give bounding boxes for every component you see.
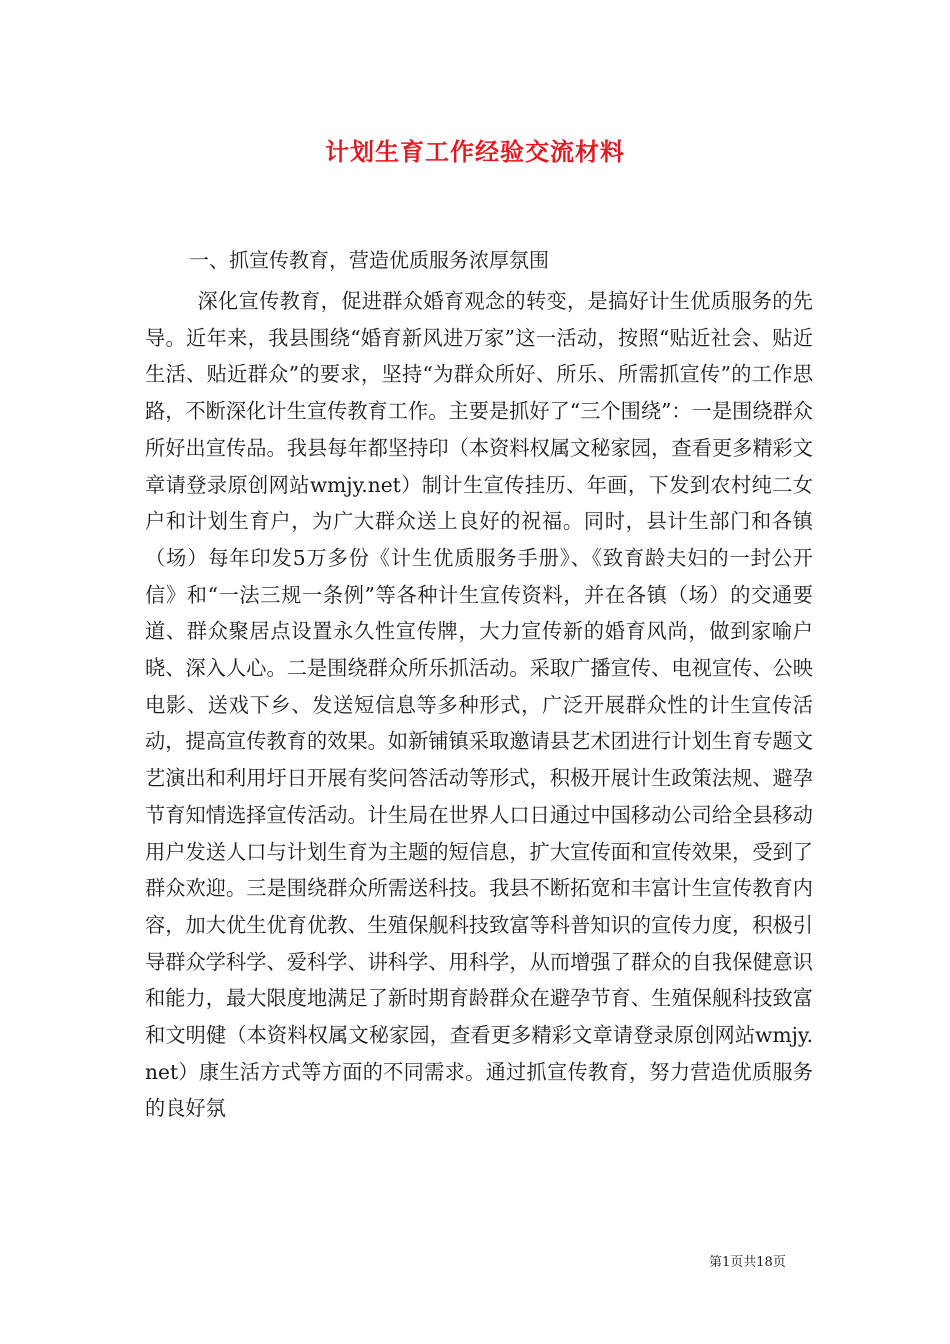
document-title: 计划生育工作经验交流材料 [325,137,625,166]
page-number: 第1页共18页 [709,1255,786,1270]
body-paragraph: 深化宣传教育，促进群众婚育观念的转变，是搞好计生优质服务的先导。近年来，我县围绕“婚育新风进万家”这一活动，按照“贴近社会、贴近生活、贴近群众”的要求，坚持“为群众所好、所乐、所需抓宣传”的工作思路，不断深化计生宣传教育工作。主要是抓好了“三个围绕”：一是围绕群众所好出宣传品。我县每年都坚持印（本资料权属文秘家园，查看更多精彩文章请登录原创网站wmjy.net）制计生宣传挂历、年画，下发到农村纯二女户和计划生育户，为广大群众送上良好的祝福。同时，县计生部门和各镇（场）每年印发5万多份《计生优质服务手册》、《致育龄夫妇的一封公开信》和“一法三规一条例”等各种计生宣传资料，并在各镇（场）的交通要道、群众聚居点设置永久性宣传牌，大力宣传新的婚育风尚，做到家喻户晓、深入人心。二是围绕群众所乐抓活动。采取广播宣传、电视宣传、公映电影、送戏下乡、发送短信息等多种形式，广泛开展群众性的计生宣传活动，提高宣传教育的效果。如新铺镇采取邀请县艺术团进行计划生育专题文艺演出和利用圩日开展有奖问答活动等形式，积极开展计生政策法规、避孕节育知情选择宣传活动。计生局在世界人口日通过中国移动公司给全县移动用户发送人口与计划生育为主题的短信息，扩大宣传面和宣传效果，受到了群众欢迎。三是围绕群众所需送科技。我县不断拓宽和丰富计生宣传教育内容，加大优生优育优教、生殖保舰科技致富等科普知识的宣传力度，积极引导群众学科学、爱科学、讲科学、用科学，从而增强了群众的自我保健意识和能力，最大限度地满足了新时期育龄群众在避孕节育、生殖保舰科技致富和文明健（本资料权属文秘家园，查看更多精彩文章请登录原创网站wmjy.net）康生活方式等方面的不同需求。通过抓宣传教育，努力营造优质服务的良好氛 [145,289,813,1121]
section-heading: 一、抓宣传教育，营造优质服务浓厚氛围 [189,248,549,272]
